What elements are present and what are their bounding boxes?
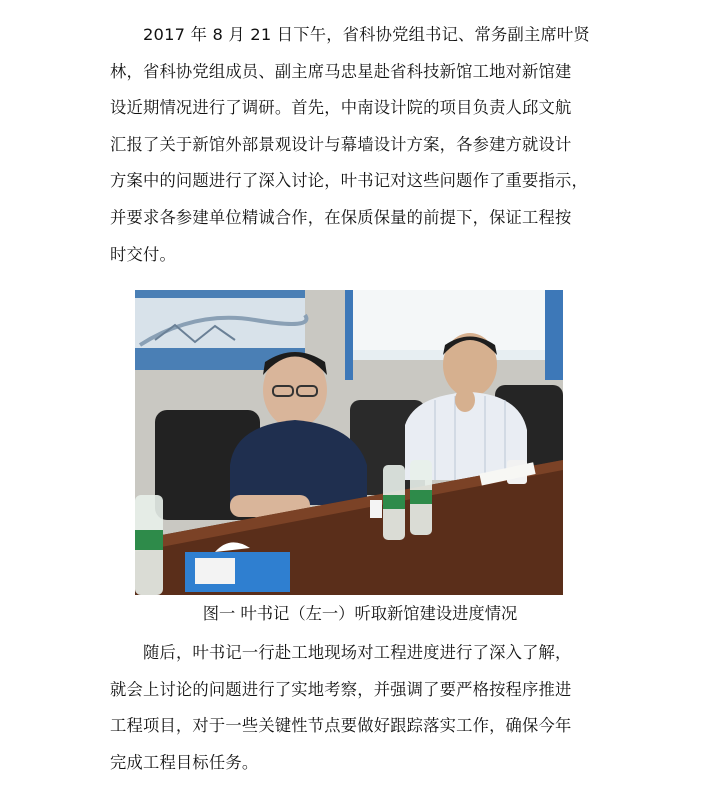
paragraph-1 <box>110 17 610 273</box>
paragraph-2 <box>110 635 610 781</box>
paragraph-1-line: 2017 年 8 月 21 日下午，省科协党组书记、常务副主席叶贤 <box>143 25 590 44</box>
paragraph-1-line: 林，省科协党组成员、副主席马忠星赴省科技新馆工地对新馆建 <box>110 61 572 81</box>
paragraph-2-line: 工程项目，对于一些关键性节点要做好跟踪落实工作，确保今年 <box>110 716 572 736</box>
paragraph-2-line: 完成工程目标任务。 <box>110 752 259 772</box>
paragraph-1-line: 时交付。 <box>110 244 176 264</box>
paragraph-1-line: 设近期情况进行了调研。首先，中南设计院的项目负责人邱文航 <box>110 98 572 118</box>
meeting-photo <box>135 290 563 595</box>
paragraph-1-line: 并要求各参建单位精诚合作，在保质保量的前提下，保证工程按 <box>110 207 572 227</box>
meeting-photo-illustration <box>135 290 563 595</box>
paragraph-1-line: 方案中的问题进行了深入讨论，叶书记对这些问题作了重要指示， <box>110 171 588 191</box>
paragraph-2-line: 就会上讨论的问题进行了实地考察，并强调了要严格按程序推进 <box>110 679 572 699</box>
paragraph-1-line: 汇报了关于新馆外部景观设计与幕墙设计方案，各参建方就设计 <box>110 134 572 154</box>
photo-caption: 图一 叶书记（左一）听取新馆建设进度情况 <box>202 604 518 623</box>
paragraph-2-line: 随后，叶书记一行赴工地现场对工程进度进行了深入了解， <box>143 643 572 662</box>
